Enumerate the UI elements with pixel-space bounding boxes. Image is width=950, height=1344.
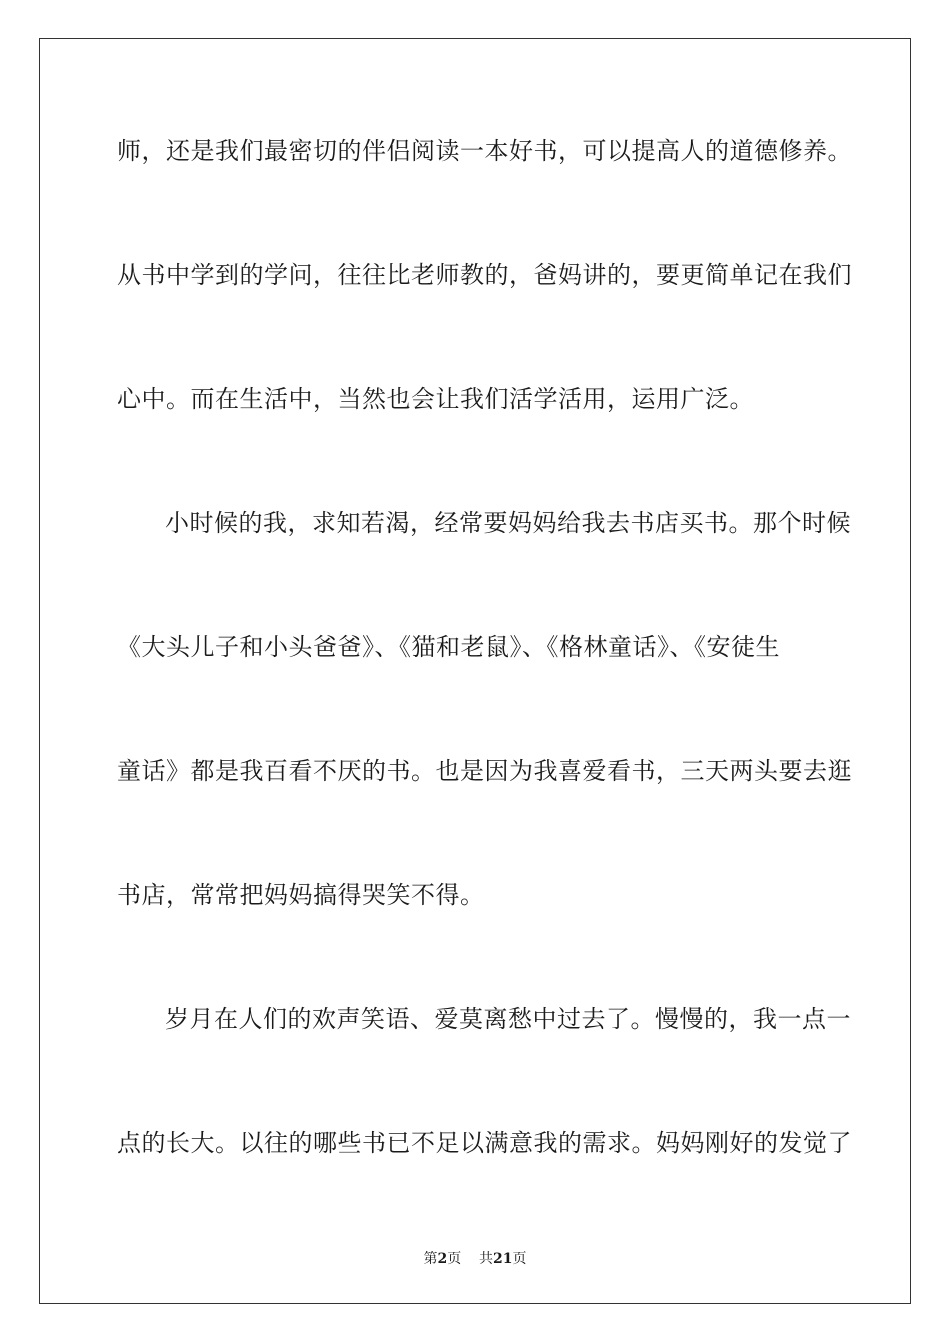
paragraph-line-7: 书店，常常把妈妈搞得哭笑不得。 <box>117 881 485 909</box>
page-footer <box>0 1248 950 1268</box>
footer-prefix: 第 <box>423 1251 438 1267</box>
paragraph-line-5: 《大头儿子和小头爸爸》、《猫和老鼠》、《格林童话》、《安徒生 <box>117 633 780 661</box>
paragraph-line-2: 从书中学到的学问，往往比老师教的，爸妈讲的，要更简单记在我们 <box>117 261 852 289</box>
total-pages-number: 21 <box>493 1251 513 1267</box>
page-border <box>39 38 911 1304</box>
paragraph-line-6: 童话》都是我百看不厌的书。也是因为我喜爱看书，三天两头要去逛 <box>117 757 852 785</box>
current-page-number: 2 <box>437 1251 448 1267</box>
paragraph-line-4: 小时候的我，求知若渴，经常要妈妈给我去书店买书。那个时候 <box>165 509 851 537</box>
paragraph-line-3: 心中。而在生活中，当然也会让我们活学活用，运用广泛。 <box>117 385 754 413</box>
footer-page-suffix: 页 <box>447 1251 462 1267</box>
paragraph-line-1: 师，还是我们最密切的伴侣阅读一本好书，可以提高人的道德修养。 <box>117 137 852 165</box>
footer-total-prefix: 共 <box>479 1251 494 1267</box>
paragraph-line-9: 点的长大。以往的哪些书已不足以满意我的需求。妈妈刚好的发觉了 <box>117 1129 852 1157</box>
paragraph-line-8: 岁月在人们的欢声笑语、爱莫离愁中过去了。慢慢的，我一点一 <box>165 1005 851 1033</box>
footer-total-suffix: 页 <box>512 1251 527 1267</box>
